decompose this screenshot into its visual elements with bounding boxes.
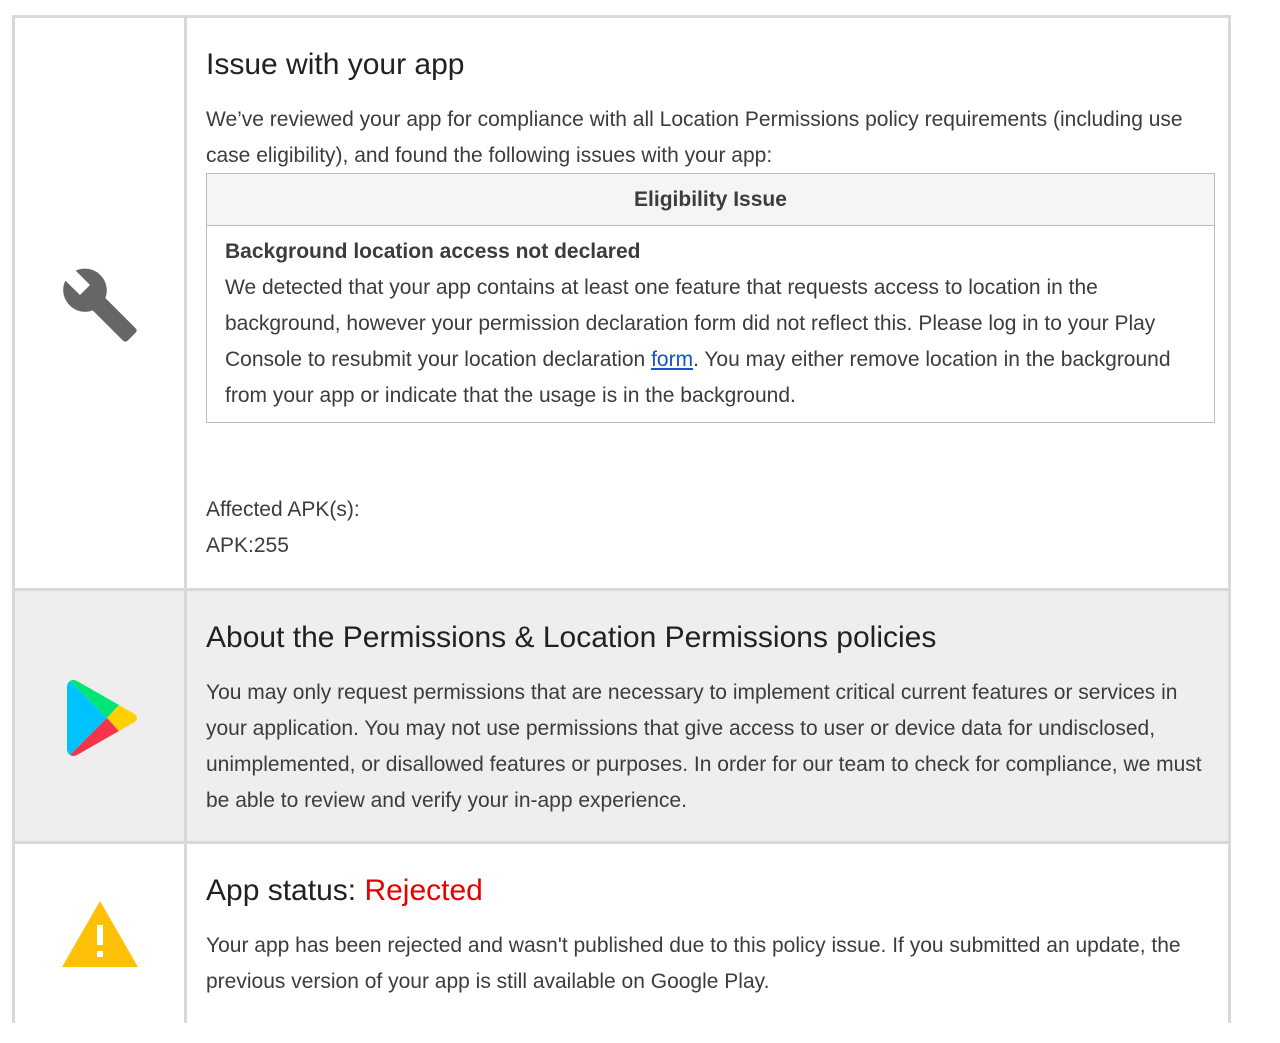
warning-icon bbox=[62, 901, 138, 967]
policy-section bbox=[15, 591, 1228, 844]
issue-section bbox=[15, 18, 1228, 591]
policy-text: You may only request permissions that are necessary to implement critical current features or services in your application. You may not use permissions that give access to user or device data for undisclosed, unimplemented, or disallowed features or purposes. In order for our team to check for compliance, we must be able to review and verify your in-app experience. bbox=[206, 681, 1202, 812]
policy-notice-card bbox=[12, 15, 1231, 1023]
issue-intro: We’ve reviewed your app for compliance with all Location Permissions policy requirements (including use case eligibility), and found the following issues with your app: bbox=[206, 108, 1183, 167]
wrench-icon bbox=[60, 265, 140, 345]
policy-title: About the Permissions & Location Permissions policies bbox=[206, 621, 937, 654]
status-value: Rejected bbox=[364, 874, 483, 907]
affected-apks bbox=[206, 492, 360, 564]
status-text: Your app has been rejected and wasn't published due to this policy issue. If you submitted an update, the previous version of your app is still available on Google Play. bbox=[206, 934, 1181, 993]
affected-apks-label: Affected APK(s): bbox=[206, 498, 360, 521]
issue-description-text: We detected that your app contains at least one feature that requests access to location in the background, however your permission declaration form did not reflect this. Please log in to your Play Console to resubmit your location declaration bbox=[225, 276, 1156, 371]
issue-description-text-end: . You may either remove location in the background from your app or indicate that the usage is in the background. bbox=[225, 348, 1171, 407]
eligibility-issue-header: Eligibility Issue bbox=[207, 174, 1214, 226]
affected-apks-value: APK:255 bbox=[206, 534, 289, 557]
status-title-prefix: App status: bbox=[206, 874, 365, 907]
status-title bbox=[206, 872, 483, 910]
eligibility-issue-body bbox=[207, 226, 1214, 422]
status-icon-cell bbox=[15, 844, 187, 1023]
policy-icon-cell bbox=[15, 591, 187, 841]
google-play-icon bbox=[67, 679, 137, 757]
declaration-form-link[interactable]: form bbox=[651, 348, 694, 371]
issue-icon-cell bbox=[15, 18, 187, 588]
eligibility-issue-table bbox=[206, 173, 1215, 423]
issue-title: Issue with your app bbox=[206, 48, 465, 81]
status-section bbox=[15, 844, 1228, 1023]
issue-name: Background location access not declared bbox=[225, 240, 641, 263]
issue-description bbox=[225, 270, 1196, 414]
